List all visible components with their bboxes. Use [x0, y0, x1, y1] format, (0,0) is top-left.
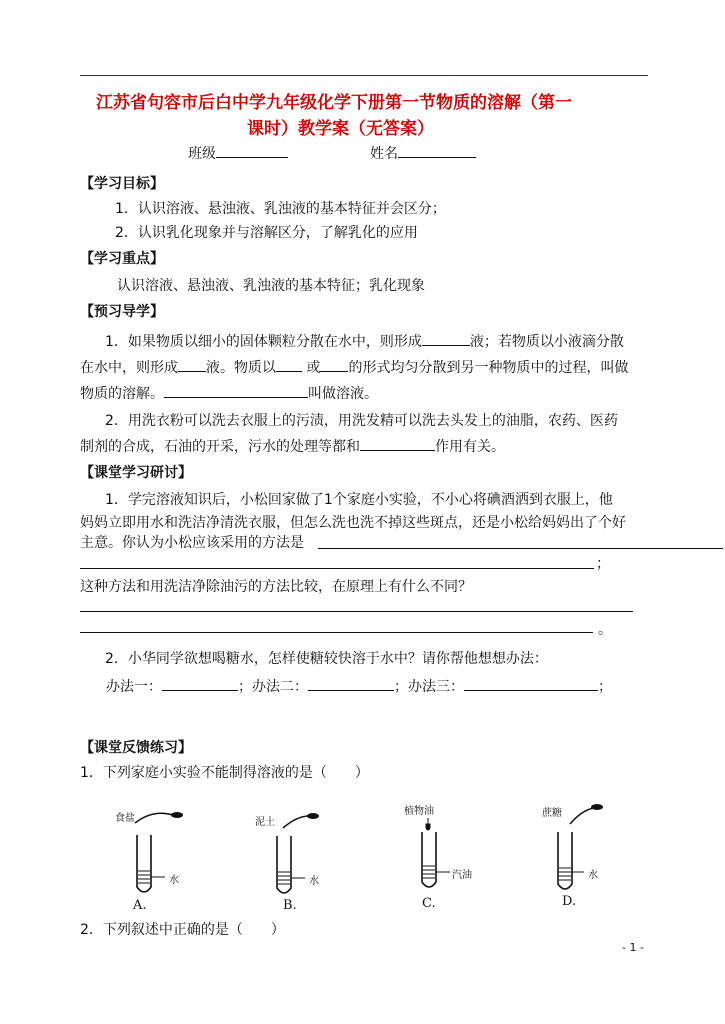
header-rule	[80, 75, 648, 76]
figure-b: 泥土 水 B.	[253, 808, 333, 918]
page-number: - 1 -	[622, 941, 644, 954]
name-label: 姓名	[370, 146, 398, 162]
preview-p2-line1: 2．用洗衣粉可以洗去衣服上的污渍，用洗发精可以洗去头发上的油脂，农药、医药	[105, 413, 618, 429]
blank	[164, 383, 308, 398]
blank	[162, 676, 238, 691]
section-goals: 【学习目标】	[80, 176, 164, 192]
name-field	[370, 143, 476, 163]
title-line-2: 课时）教学案（无答案）	[247, 119, 434, 139]
preview-p2-line2: 制剂的合成，石油的开采，污水的处理等都和 作用有关。	[80, 436, 505, 456]
answer-line	[80, 611, 633, 612]
preview-p1-line3: 物质的溶解。 叫做溶液。	[80, 383, 378, 403]
goal-2: 2．认识乳化现象并与溶解区分，了解乳化的应用	[115, 225, 418, 241]
answer-line	[80, 632, 593, 633]
name-blank	[398, 143, 476, 158]
section-preview: 【预习导学】	[80, 304, 164, 320]
test-tube-dropper-icon	[400, 800, 490, 915]
figure-c: 植物油 汽油 C.	[400, 800, 490, 915]
blank	[178, 357, 206, 372]
goal-1: 1．认识溶液、悬浊液、乳浊液的基本特征并会区分；	[115, 201, 446, 217]
section-classroom: 【课堂学习研讨】	[80, 465, 192, 481]
blank	[422, 331, 470, 346]
figure-d: 蔗糖 水 D.	[540, 800, 620, 915]
section-focus: 【学习重点】	[80, 251, 164, 267]
title-line-1: 江苏省句容市后白中学九年级化学下册第一节物质的溶解（第一	[96, 93, 572, 113]
classroom-q1-line3: 主意。你认为小松应该采用的方法是	[80, 535, 304, 551]
answer-line	[80, 568, 594, 569]
blank	[276, 357, 302, 372]
methods-line: 办法一： ；办法二： ；办法三： ；	[106, 676, 612, 696]
blank	[320, 357, 348, 372]
preview-p1-line1: 1．如果物质以细小的固体颗粒分散在水中，则形成 液；若物质以小液滴分散	[105, 331, 624, 351]
blank	[464, 676, 598, 691]
classroom-q1-line2: 妈妈立即用水和洗洁净清洗衣服，但怎么洗也洗不掉这些斑点，还是小松给妈妈出了个好	[80, 515, 626, 531]
blank	[308, 676, 394, 691]
classroom-q2: 2．小华同学欲想喝糖水，怎样使糖较快溶于水中？请你帮他想想办法：	[105, 651, 548, 667]
focus-text: 认识溶液、悬浊液、乳浊液的基本特征；乳化现象	[117, 278, 425, 294]
period: 。	[598, 622, 612, 638]
semicolon: ；	[596, 556, 610, 572]
answer-line	[318, 548, 723, 549]
section-feedback: 【课堂反馈练习】	[80, 740, 192, 756]
feedback-q1: 1．下列家庭小实验不能制得溶液的是（ ）	[80, 765, 369, 781]
preview-p1-line2: 在水中，则形成 液。物质以 或 的形式均匀分散到另一种物质中的过程，叫做	[80, 357, 628, 377]
class-label: 班级	[188, 146, 216, 162]
class-blank	[216, 143, 288, 158]
blank	[360, 436, 435, 451]
classroom-q1-line4: 这种方法和用洗洁净除油污的方法比较，在原理上有什么不同？	[80, 579, 472, 595]
classroom-q1-line1: 1．学完溶液知识后，小松回家做了1个家庭小实验，不小心将碘酒洒到衣服上，他	[105, 492, 613, 508]
feedback-q2: 2．下列叙述中正确的是（ ）	[80, 922, 285, 938]
figure-a: 食盐 水 A.	[113, 805, 193, 915]
class-field	[188, 143, 288, 163]
